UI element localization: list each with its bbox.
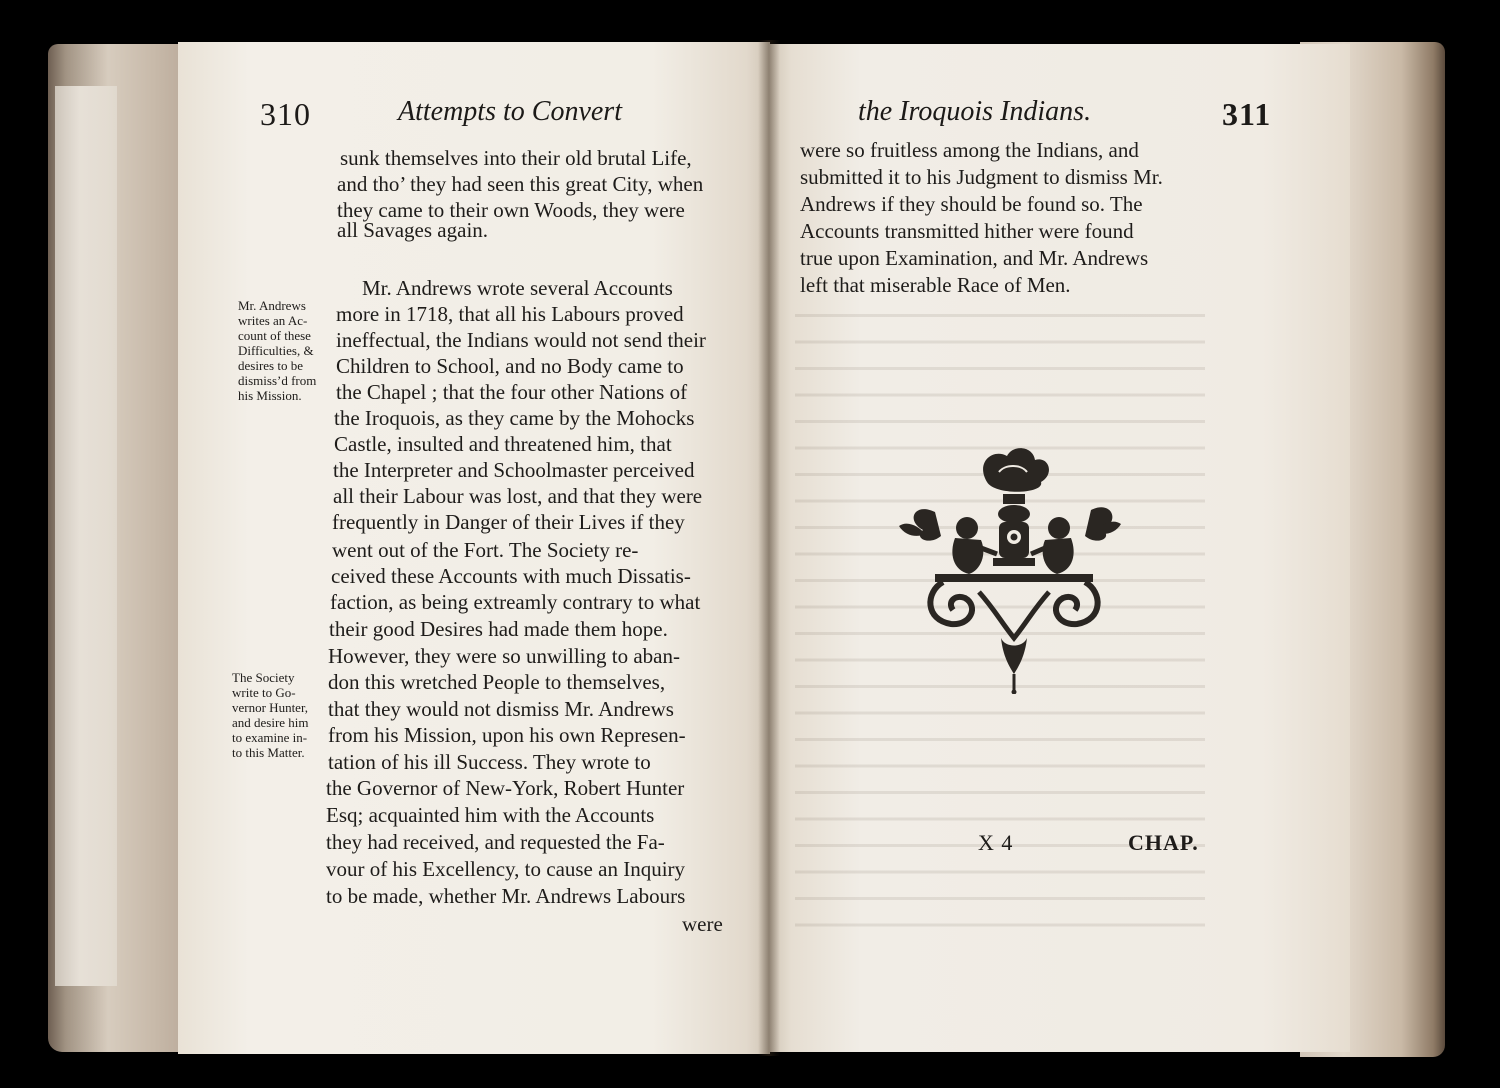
right-line-3: Andrews if they should be found so. The (800, 192, 1143, 216)
right-line-2: submitted it to his Judgment to dismiss Mr. (800, 165, 1163, 189)
left-line-22: from his Mission, upon his own Represen- (328, 723, 686, 747)
side-note-1-line: Mr. Andrews (238, 298, 306, 313)
side-note-2-line: The Society (232, 670, 295, 685)
left-line-11: Castle, insulted and threatened him, that (334, 432, 672, 456)
right-line-6: left that miserable Race of Men. (800, 273, 1071, 297)
side-note-1-line: dismiss’d from (238, 373, 317, 388)
left-line-15: went out of the Fort. The Society re- (332, 538, 639, 562)
left-line-13: all their Labour was lost, and that they were (333, 484, 703, 508)
left-line-17: faction, as being extreamly contrary to what (330, 590, 701, 614)
left-line-27: vour of his Excellency, to cause an Inquiry (326, 857, 686, 881)
side-note-2-line: write to Go- (232, 685, 296, 700)
left-line-1: sunk themselves into their old brutal Life, (340, 146, 692, 170)
left-line-19: However, they were so unwilling to aban- (328, 644, 680, 668)
right-line-5: true upon Examination, and Mr. Andrews (800, 246, 1149, 270)
left-line-4: all Savages again. (337, 218, 489, 242)
right-line-4: Accounts transmitted hither were found (800, 219, 1134, 243)
page-number-right: 311 (1222, 96, 1272, 132)
left-line-21: that they would not dismiss Mr. Andrews (328, 697, 674, 721)
cherubs-urn-ornament (895, 442, 1125, 694)
left-line-9: the Chapel ; that the four other Nations of (336, 380, 688, 404)
left-line-5: Mr. Andrews wrote several Accounts (362, 276, 673, 300)
side-note-1-line: writes an Ac- (238, 313, 308, 328)
running-head-left: Attempts to Convert (398, 96, 622, 127)
left-line-3: they came to their own Woods, they were (337, 198, 685, 222)
running-head-right: the Iroquois Indians. (858, 96, 1092, 127)
side-note-2-line: to examine in- (232, 730, 308, 745)
left-line-14: frequently in Danger of their Lives if they (332, 510, 685, 534)
side-note-2-line: vernor Hunter, (232, 700, 309, 715)
left-line-16: ceived these Accounts with much Dissatis- (331, 564, 691, 588)
gutter-shadow (758, 40, 780, 1056)
page-number-left: 310 (260, 96, 311, 132)
left-line-25: Esq; acquainted him with the Accounts (326, 803, 655, 827)
left-line-7: ineffectual, the Indians would not send their (336, 328, 706, 352)
side-note-1 (238, 298, 316, 403)
side-note-2-line: to this Matter. (232, 745, 305, 760)
side-note-1-line: Difficulties, & (238, 343, 314, 358)
side-note-1-line: desires to be (238, 358, 303, 373)
book-edge-left-strip (55, 86, 117, 986)
side-note-2-line: and desire him (232, 715, 309, 730)
left-line-2: and tho’ they had seen this great City, when (337, 172, 704, 196)
left-line-26: they had received, and requested the Fa- (326, 830, 665, 854)
left-line-18: their good Desires had made them hope. (329, 617, 668, 641)
left-line-28: to be made, whether Mr. Andrews Labours (326, 884, 686, 908)
left-line-8: Children to School, and no Body came to (336, 354, 684, 378)
left-line-10: the Iroquois, as they came by the Mohocks (334, 406, 695, 430)
left-line-23: tation of his ill Success. They wrote to (328, 750, 651, 774)
catchword-right: CHAP. (1128, 830, 1199, 855)
side-note-2 (232, 670, 309, 760)
side-note-1-line: his Mission. (238, 388, 302, 403)
left-line-24: the Governor of New-York, Robert Hunter (326, 776, 685, 800)
left-line-12: the Interpreter and Schoolmaster perceived (333, 458, 695, 482)
side-note-1-line: count of these (238, 328, 311, 343)
catchword-left: were (682, 912, 723, 936)
signature-mark: X 4 (978, 830, 1014, 855)
right-line-1: were so fruitless among the Indians, and (800, 138, 1139, 162)
left-line-6: more in 1718, that all his Labours proved (336, 302, 684, 326)
left-line-20: don this wretched People to themselves, (328, 670, 666, 694)
